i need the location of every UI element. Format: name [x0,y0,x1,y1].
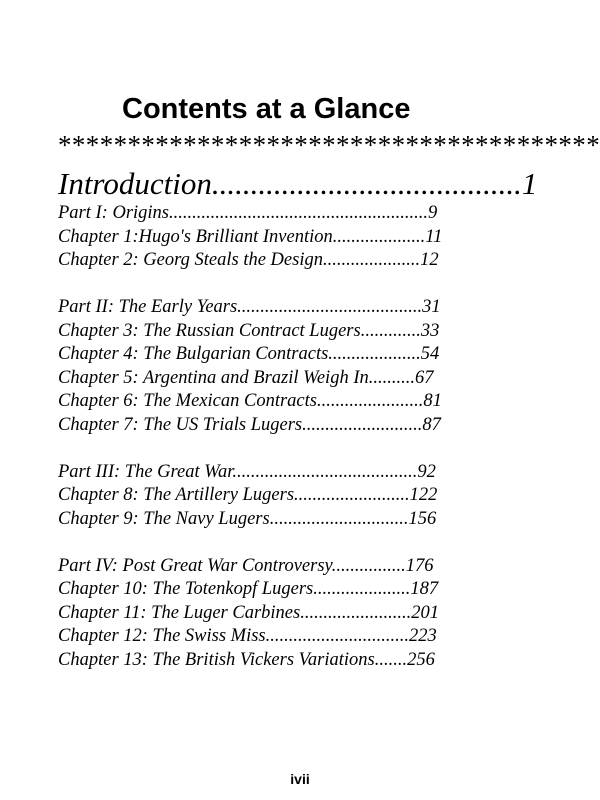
toc-entry: Chapter 1:Hugo's Brilliant Invention....................11 [58,226,443,247]
section-spacer [58,273,537,297]
toc-entry: Part III: The Great War........................................92 [58,461,436,482]
toc-entry: Chapter 7: The US Trials Lugers..........................87 [58,414,441,435]
toc-entry: Chapter 4: The Bulgarian Contracts....................54 [58,344,440,364]
toc-entry: Chapter 5: Argentina and Brazil Weigh In..........67 [58,367,434,388]
toc-entry: Chapter 2: Georg Steals the Design.....................12 [58,250,439,270]
toc-section-part-2 [58,296,537,437]
toc-entry: Part II: The Early Years........................................31 [58,297,441,317]
toc-entry: Part IV: Post Great War Controversy................176 [58,555,434,576]
toc-entry: Chapter 8: The Artillery Lugers.........................122 [58,485,438,505]
toc-entry: Chapter 10: The Totenkopf Lugers.....................187 [58,579,439,599]
toc-entry: Chapter 11: The Luger Carbines........................201 [58,602,439,623]
toc-section-part-1 [58,202,537,273]
page-number: ivii [290,771,310,787]
toc-section-part-4 [58,555,537,673]
toc-entry: Chapter 9: The Navy Lugers..............................156 [58,508,437,529]
section-spacer [58,531,537,555]
section-spacer [58,437,537,461]
toc-entry: Chapter 3: The Russian Contract Lugers.............33 [58,320,440,341]
toc-entry: Chapter 13: The British Vickers Variations.......256 [58,649,435,670]
toc-entry-introduction: Introduction........................................1 [58,166,538,201]
table-of-contents [58,166,537,672]
toc-entry: Part I: Origins........................................................9 [58,203,438,223]
toc-section-part-3 [58,461,537,532]
toc-entry: Chapter 6: The Mexican Contracts.......................81 [58,391,442,411]
page-title: Contents at a Glance [122,93,411,125]
toc-entry: Chapter 12: The Swiss Miss...............................223 [58,626,437,646]
asterisk-separator: *************************************** [58,130,600,160]
